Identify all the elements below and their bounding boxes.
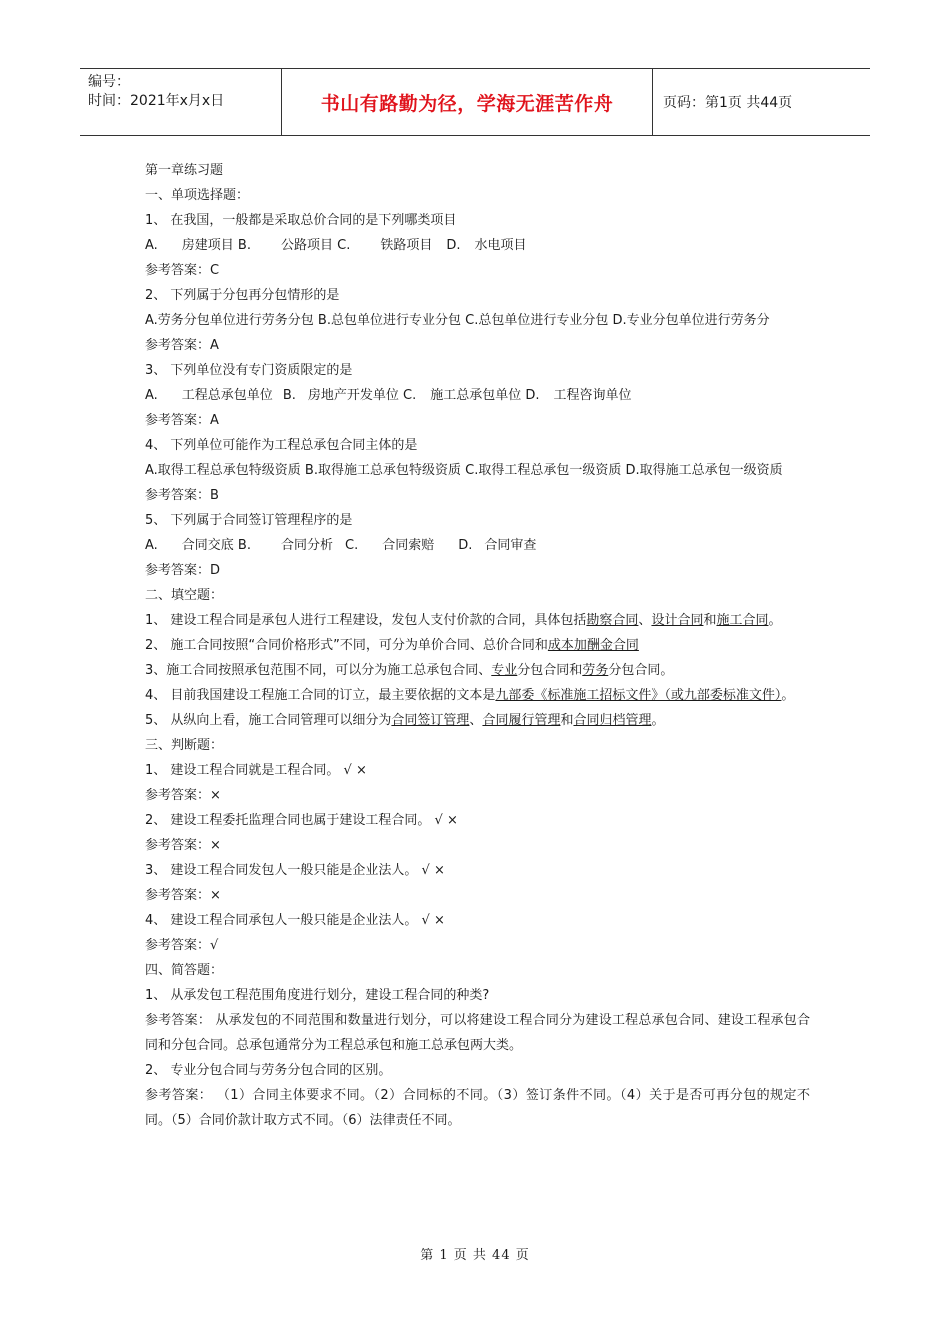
option: 施工总承包单位 D. xyxy=(430,388,540,403)
document-body xyxy=(145,158,810,1133)
question: 3、 下列单位没有专门资质限定的是 xyxy=(145,363,353,378)
section-title: 四、简答题： xyxy=(145,963,224,978)
short-question: 2、 专业分包合同与劳务分包合同的区别。 xyxy=(145,1063,392,1078)
answer: 参考答案： 从承发包的不同范围和数量进行划分，可以将建设工程合同分为建设工程总承包合同、建设工程承包合同和分包合同。总承包通常分为工程总承包和施工总承包两大类。 xyxy=(145,1013,810,1053)
page-footer: 第 1 页 共 44 页 xyxy=(420,1248,530,1263)
answer: 参考答案：A xyxy=(145,338,219,353)
answer: 参考答案：× xyxy=(145,788,221,803)
option: 公路项目 C. xyxy=(280,238,351,253)
fill-answer: 合同履行管理 xyxy=(482,713,561,728)
question-options: A.劳务分包单位进行劳务分包 B.总包单位进行专业分包 C.总包单位进行专业分包 D.专业分包单位进行劳务分 xyxy=(145,313,770,328)
question-options xyxy=(145,233,810,258)
fill-question: 3、施工合同按照承包范围不同，可以分为施工总承包合同、专业分包合同和劳务分包合同。 xyxy=(145,663,674,678)
judge-question: 4、 建设工程合同承包人一般只能是企业法人。 √ × xyxy=(145,913,445,928)
header-meta xyxy=(80,69,282,135)
option: C. xyxy=(345,538,359,553)
header-slogan: 书山有路勤为径，学海无涯苦作舟 xyxy=(282,69,653,135)
answer: 参考答案：√ xyxy=(145,938,219,953)
answer: 参考答案：C xyxy=(145,263,220,278)
option: A. xyxy=(145,538,158,553)
question-options xyxy=(145,383,810,408)
fill-answer: 劳务 xyxy=(582,663,609,678)
section-title: 三、判断题： xyxy=(145,738,224,753)
option: 水电项目 xyxy=(474,238,527,253)
judge-question: 3、 建设工程合同发包人一般只能是企业法人。 √ × xyxy=(145,863,445,878)
fill-answer: 九部委《标准施工招标文件》（或九部委标准文件） xyxy=(495,688,782,703)
answer: 参考答案：A xyxy=(145,413,219,428)
header-page-info: 页码：第1页 共44页 xyxy=(663,95,793,111)
question-options xyxy=(145,533,810,558)
fill-answer: 施工合同 xyxy=(716,613,769,628)
section-title: 一、单项选择题： xyxy=(145,188,250,203)
option: D. xyxy=(458,538,473,553)
short-question: 1、 从承发包工程范围角度进行划分，建设工程合同的种类? xyxy=(145,988,490,1003)
fill-answer: 合同归档管理 xyxy=(573,713,652,728)
judge-question: 2、 建设工程委托监理合同也属于建设工程合同。 √ × xyxy=(145,813,458,828)
answer: 参考答案：B xyxy=(145,488,219,503)
option: 房建项目 B. xyxy=(181,238,251,253)
option: A. xyxy=(145,388,158,403)
question: 1、 在我国，一般都是采取总价合同的是下列哪类项目 xyxy=(145,213,457,228)
fill-question: 1、 建设工程合同是承包人进行工程建设，发包人支付价款的合同，具体包括勘察合同、设计合同和施工合同。 xyxy=(145,613,782,628)
question-options: A.取得工程总承包特级资质 B.取得施工总承包特级资质 C.取得工程总承包一级资质 D.取得施工总承包一级资质 xyxy=(145,463,783,478)
fill-answer: 成本加酬金合同 xyxy=(547,638,639,653)
fill-answer: 勘察合同 xyxy=(586,613,639,628)
option: 合同分析 xyxy=(280,538,333,553)
option: 房地产开发单位 C. xyxy=(307,388,417,403)
fill-answer: 专业 xyxy=(491,663,518,678)
answer: 参考答案： （1）合同主体要求不同。（2）合同标的不同。（3）签订条件不同。（4）关于是否可再分包的规定不同。（5）合同价款计取方式不同。（6）法律责任不同。 xyxy=(145,1088,810,1128)
chapter-title: 第一章练习题 xyxy=(145,163,224,178)
question: 4、 下列单位可能作为工程总承包合同主体的是 xyxy=(145,438,418,453)
fill-answer: 设计合同 xyxy=(651,613,704,628)
option: 合同索赔 xyxy=(382,538,435,553)
option: 工程咨询单位 xyxy=(553,388,632,403)
number-label: 编号： xyxy=(88,74,130,90)
answer: 参考答案：D xyxy=(145,563,221,578)
judge-question: 1、 建设工程合同就是工程合同。 √ × xyxy=(145,763,367,778)
option: D. xyxy=(446,238,461,253)
fill-question: 2、 施工合同按照“合同价格形式”不同，可分为单价合同、总价合同和成本加酬金合同 xyxy=(145,638,639,653)
fill-question: 5、 从纵向上看，施工合同管理可以细分为合同签订管理、合同履行管理和合同归档管理。 xyxy=(145,713,665,728)
option: A. xyxy=(145,238,158,253)
option: 合同审查 xyxy=(484,538,537,553)
answer: 参考答案：× xyxy=(145,838,221,853)
option: 铁路项目 xyxy=(380,238,433,253)
fill-question: 4、 目前我国建设工程施工合同的订立，最主要依据的文本是九部委《标准施工招标文件》（或九部委标准文件）。 xyxy=(145,688,795,703)
time-label: 时间：2021年x月x日 xyxy=(88,93,225,109)
option: 工程总承包单位 xyxy=(181,388,273,403)
option: B. xyxy=(282,388,296,403)
answer: 参考答案：× xyxy=(145,888,221,903)
question: 5、 下列属于合同签订管理程序的是 xyxy=(145,513,353,528)
option: 合同交底 B. xyxy=(181,538,251,553)
section-title: 二、填空题： xyxy=(145,588,224,603)
page-header xyxy=(80,68,870,136)
question: 2、 下列属于分包再分包情形的是 xyxy=(145,288,340,303)
fill-answer: 合同签订管理 xyxy=(391,713,470,728)
